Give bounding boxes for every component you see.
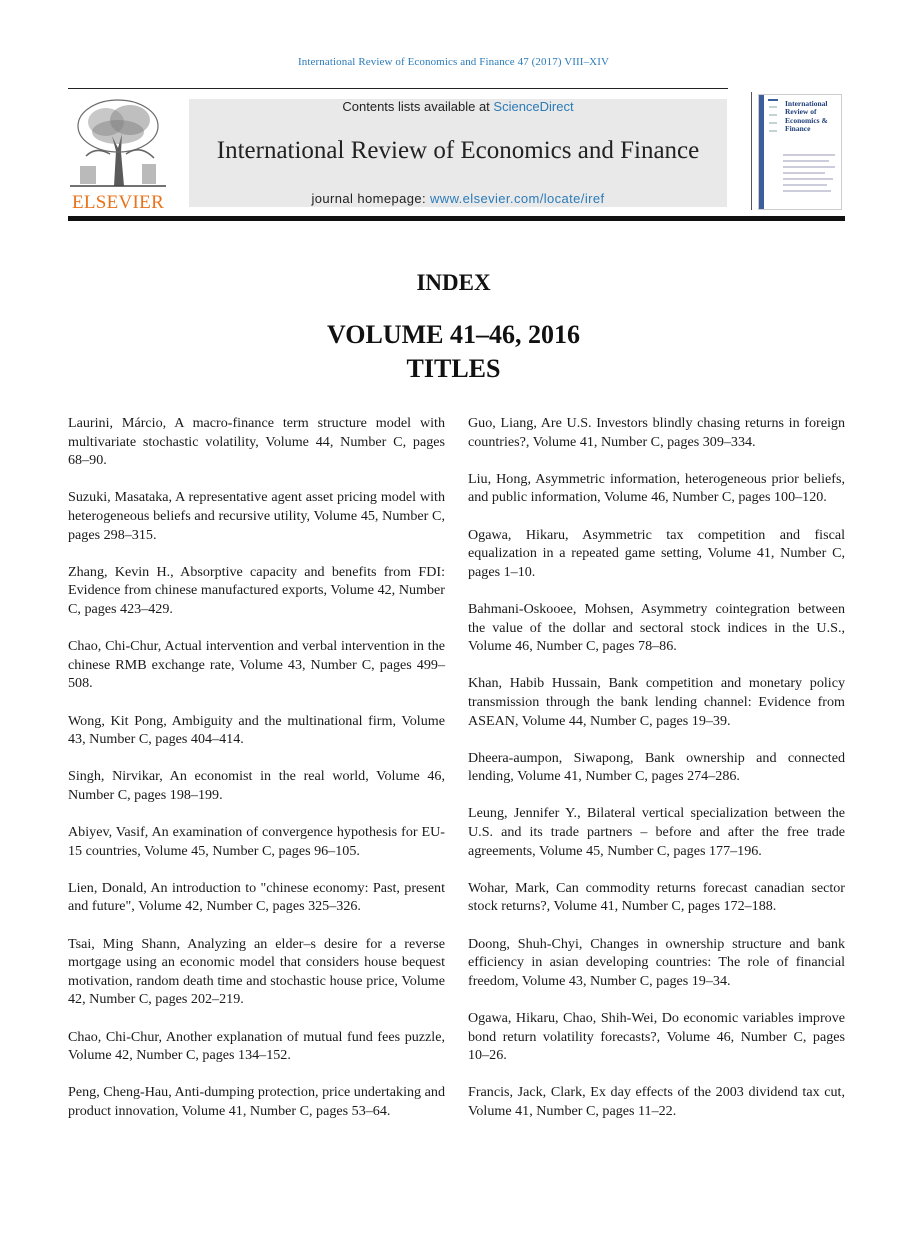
index-entry: Singh, Nirvikar, An economist in the real world, Volume 46, Number C, pages 198–199.	[68, 768, 445, 803]
right-column	[468, 414, 845, 1139]
tree-icon	[66, 96, 170, 190]
index-entry: Wohar, Mark, Can commodity returns forecast canadian sector stock returns?, Volume 41, Number C, pages 172–188.	[468, 879, 845, 915]
cover-title: International Review of Economics & Finance	[785, 99, 828, 134]
header-top-rule	[68, 88, 728, 89]
journal-cover-thumbnail[interactable]	[751, 92, 846, 210]
index-entry: Tsai, Ming Shann, Analyzing an elder–s desire for a reverse mortgage using an economic model that considers house bequest motivation, random death time and stochastic house price, Volume 42, Number C, pages 202–219.	[68, 935, 445, 1008]
publisher-wordmark: ELSEVIER	[71, 192, 165, 213]
index-entry: Abiyev, Vasif, An examination of convergence hypothesis for EU-15 countries, Volume 45, Number C, pages 96–105.	[68, 824, 445, 859]
index-entry: Bahmani-Oskooee, Mohsen, Asymmetry cointegration between the value of the dollar and sectoral stock indices in the U.S., Volume 46, Number C, pages 78–86.	[468, 600, 845, 655]
index-entry: Liu, Hong, Asymmetric information, heterogeneous prior beliefs, and public information, Volume 46, Number C, pages 100–120.	[468, 470, 845, 506]
volume-heading: VOLUME 41–46, 2016	[327, 320, 580, 349]
index-entry: Chao, Chi-Chur, Actual intervention and verbal intervention in the chinese RMB exchange rate, Volume 43, Number C, pages 499–508.	[68, 638, 445, 692]
index-entry: Peng, Cheng-Hau, Anti-dumping protection, price undertaking and product innovation, Volume 41, Number C, pages 53–64.	[68, 1084, 445, 1119]
header-bottom-rule	[68, 216, 845, 221]
homepage-link[interactable]: www.elsevier.com/locate/iref	[430, 191, 605, 206]
titles-heading: TITLES	[406, 354, 501, 383]
journal-banner	[189, 99, 727, 207]
index-entry: Dheera-aumpon, Siwapong, Bank ownership and connected lending, Volume 41, Number C, pages 274–286.	[468, 749, 845, 785]
homepage-prefix: journal homepage:	[311, 191, 430, 206]
elsevier-logo[interactable]	[66, 96, 170, 212]
left-column	[68, 414, 445, 1139]
index-entry: Ogawa, Hikaru, Asymmetric tax competition and fiscal equalization in a repeated game setting, Volume 41, Number C, pages 1–10.	[468, 526, 845, 580]
index-entry: Francis, Jack, Clark, Ex day effects of the 2003 dividend tax cut, Volume 41, Number C, pages 11–22.	[468, 1084, 845, 1119]
index-entry: Zhang, Kevin H., Absorptive capacity and benefits from FDI: Evidence from chinese manufactured exports, Volume 42, Number C, pages 423–429.	[68, 563, 445, 617]
index-entry: Ogawa, Hikaru, Chao, Shih-Wei, Do economic variables improve bond return volatility forecasts?, Volume 46, Number C, pages 10–26.	[468, 1010, 845, 1064]
index-entry: Chao, Chi-Chur, Another explanation of mutual fund fees puzzle, Volume 42, Number C, pages 134–152.	[68, 1028, 445, 1064]
index-entry: Wong, Kit Pong, Ambiguity and the multinational firm, Volume 43, Number C, pages 404–414.	[68, 712, 445, 748]
contents-prefix: Contents lists available at	[342, 99, 494, 114]
sciencedirect-link[interactable]: ScienceDirect	[493, 99, 574, 114]
index-heading: INDEX	[416, 270, 491, 295]
contents-line	[189, 99, 727, 114]
running-head: International Review of Economics and Finance 47 (2017) VIII–XIV	[297, 56, 610, 68]
journal-homepage	[189, 191, 727, 206]
index-entry: Lien, Donald, An introduction to "chinese economy: Past, present and future", Volume 42, Number C, pages 325–326.	[68, 879, 445, 915]
index-entry: Leung, Jennifer Y., Bilateral vertical specialization between the U.S. and its trade partners – before and after the free trade agreements, Volume 45, Number C, pages 177–196.	[468, 805, 845, 859]
journal-title: International Review of Economics and Finance	[216, 137, 700, 164]
index-entry: Laurini, Márcio, A macro-finance term structure model with multivariate stochastic volatility, Volume 44, Number C, pages 68–90.	[68, 415, 445, 469]
index-entry: Khan, Habib Hussain, Bank competition and monetary policy transmission through the bank lending channel: Evidence from ASEAN, Volume 44, Number C, pages 19–39.	[468, 675, 845, 729]
index-entry: Suzuki, Masataka, A representative agent asset pricing model with heterogeneous beliefs and recursive utility, Volume 45, Number C, pages 298–315.	[68, 489, 445, 543]
index-entry: Guo, Liang, Are U.S. Investors blindly chasing returns in foreign countries?, Volume 41, Number C, pages 309–334.	[468, 415, 845, 450]
index-entry: Doong, Shuh-Chyi, Changes in ownership structure and bank efficiency in asian developing countries: The role of financial freedom, Volume 43, Number C, pages 19–34.	[468, 935, 845, 989]
